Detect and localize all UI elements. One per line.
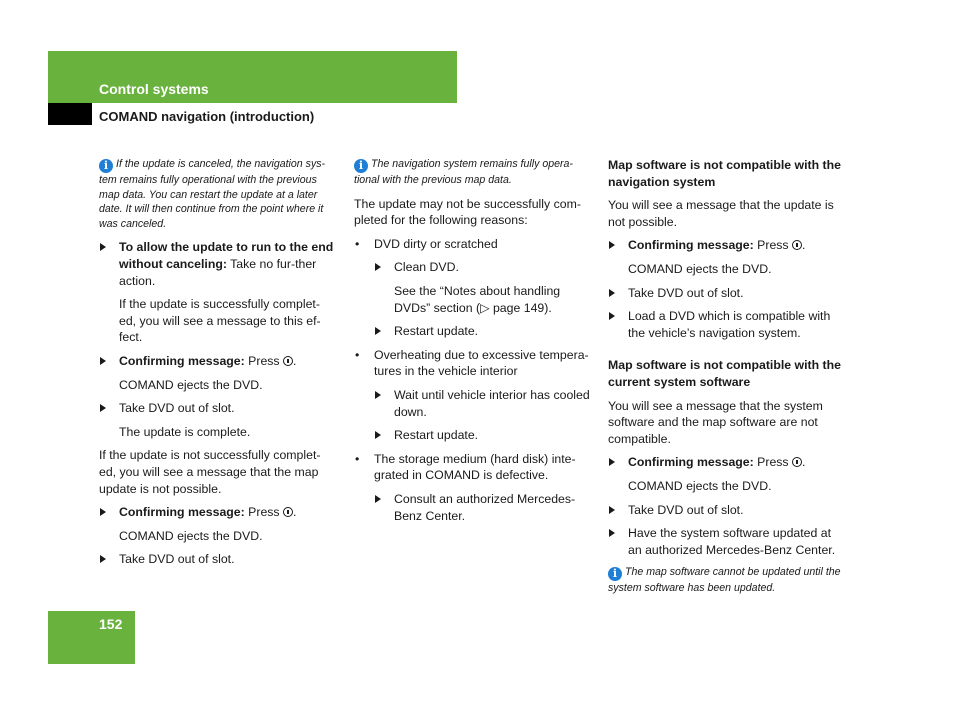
step-result: COMAND ejects the DVD. bbox=[119, 528, 263, 543]
step-label: Confirming message: bbox=[628, 238, 754, 253]
step-end: . bbox=[293, 353, 297, 368]
step-result: If the update is successfully complet-ed, you will see a message to this ef-fect. bbox=[119, 297, 321, 345]
note-text: If the update is canceled, the navigation sys-tem remains fully operational with the previous map data. You can restart the update at a later date. It will then continue from the point where it was canceled. bbox=[99, 158, 326, 230]
step-item: Clean DVD. bbox=[354, 259, 594, 276]
step-item: Consult an authorized Mercedes-Benz Center. bbox=[354, 491, 594, 524]
step-end: . bbox=[802, 238, 806, 253]
step-item: Take DVD out of slot. bbox=[99, 400, 337, 417]
step-label: To allow the update to run to the end without canceling: bbox=[119, 240, 334, 271]
bullet-item: • Overheating due to excessive tempera-tures in the vehicle interior bbox=[354, 347, 594, 380]
step-result: See the “Notes about handling DVDs” section (▷ page 149). bbox=[394, 283, 561, 315]
step-item: Have the system software updated at an authorized Mercedes-Benz Center. bbox=[608, 525, 846, 558]
info-note bbox=[354, 157, 594, 188]
bullet-item: • The storage medium (hard disk) inte-grated in COMAND is defective. bbox=[354, 451, 594, 484]
step-result: The update is complete. bbox=[119, 424, 251, 439]
info-icon: i bbox=[608, 567, 622, 581]
column-left bbox=[99, 157, 337, 575]
info-icon: i bbox=[99, 159, 113, 173]
bullet-item: • DVD dirty or scratched bbox=[354, 236, 594, 253]
control-knob-icon bbox=[792, 457, 802, 467]
subheading: Map software is not compatible with the current system software bbox=[608, 358, 841, 389]
step-label: Confirming message: bbox=[628, 455, 754, 470]
subheading: Map software is not compatible with the navigation system bbox=[608, 158, 841, 189]
step-end: . bbox=[802, 455, 806, 470]
step-result: COMAND ejects the DVD. bbox=[119, 377, 263, 392]
step-item: Wait until vehicle interior has cooled down. bbox=[354, 387, 594, 420]
step-item bbox=[99, 239, 337, 289]
step-text: Press bbox=[244, 353, 284, 368]
step-item: Take DVD out of slot. bbox=[99, 551, 337, 568]
note-text: The map software cannot be updated until the system software has been updated. bbox=[608, 566, 841, 595]
step-result: COMAND ejects the DVD. bbox=[628, 478, 772, 493]
step-text: Press bbox=[753, 238, 793, 253]
info-note bbox=[608, 565, 846, 596]
section-title: Control systems bbox=[99, 81, 209, 97]
step-item: Take DVD out of slot. bbox=[608, 502, 846, 519]
step-text: Press bbox=[753, 455, 793, 470]
step-end: . bbox=[293, 505, 297, 520]
paragraph: If the update is not successfully complet-ed, you will see a message that the map update is not possible. bbox=[99, 448, 321, 496]
step-item: Restart update. bbox=[354, 323, 594, 340]
step-label: Confirming message: bbox=[119, 505, 245, 520]
paragraph: You will see a message that the update is not possible. bbox=[608, 198, 834, 229]
step-item bbox=[608, 237, 846, 254]
step-item bbox=[608, 454, 846, 471]
step-item: Load a DVD which is compatible with the vehicle’s navigation system. bbox=[608, 308, 846, 341]
step-text: Take no fur-ther action. bbox=[119, 256, 317, 288]
column-middle bbox=[354, 157, 594, 531]
control-knob-icon bbox=[283, 356, 293, 366]
section-marker-tab bbox=[48, 103, 92, 125]
step-text: Press bbox=[244, 505, 284, 520]
note-text: The navigation system remains fully opera-tional with the previous map data. bbox=[354, 158, 573, 186]
page-number: 152 bbox=[99, 616, 123, 632]
step-label: Confirming message: bbox=[119, 353, 245, 368]
subsection-title: COMAND navigation (introduction) bbox=[99, 109, 315, 124]
step-item: Take DVD out of slot. bbox=[608, 285, 846, 302]
info-note bbox=[99, 157, 337, 231]
control-knob-icon bbox=[283, 507, 293, 517]
step-item bbox=[99, 353, 337, 370]
info-icon: i bbox=[354, 159, 368, 173]
column-right bbox=[608, 157, 846, 604]
paragraph: The update may not be successfully com-pleted for the following reasons: bbox=[354, 196, 581, 228]
control-knob-icon bbox=[792, 240, 802, 250]
step-result: COMAND ejects the DVD. bbox=[628, 261, 772, 276]
step-item: Restart update. bbox=[354, 427, 594, 444]
paragraph: You will see a message that the system software and the map software are not compatible. bbox=[608, 398, 823, 446]
step-item bbox=[99, 504, 337, 521]
